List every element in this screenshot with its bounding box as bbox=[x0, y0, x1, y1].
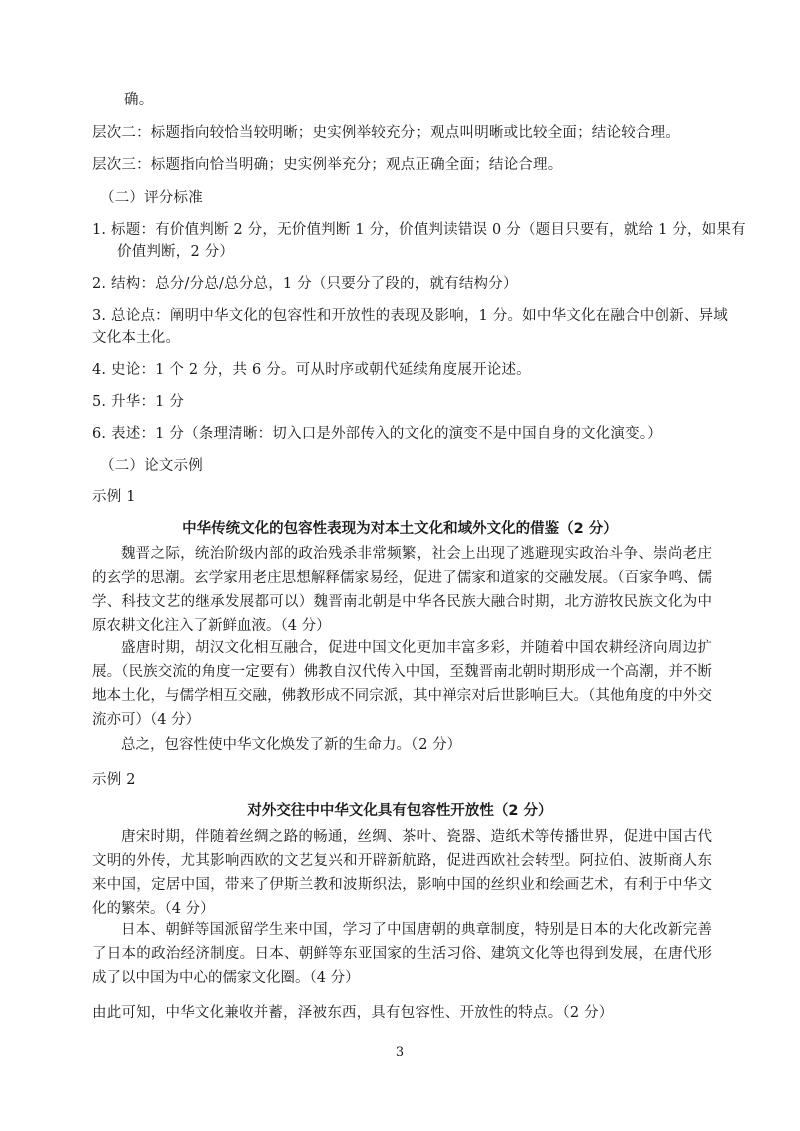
criterion-title-line1: 1. 标题：有价值判断 2 分，无价值判断 1 分，价值判读错误 0 分（题目只要有，就给 1 分，如果有 bbox=[92, 222, 746, 238]
level-three-criteria: 层次三：标题指向恰当明确；史实例举充分；观点正确全面；结论合理。 bbox=[92, 157, 563, 173]
example-2-conclusion: 由此可知，中华文化兼收并蓄，泽被东西，具有包容性、开放性的特点。（2 分） bbox=[92, 1005, 614, 1021]
example-2-paragraph-2: 日本、朝鲜等国派留学生来中国，学习了中国唐朝的典章制度，特别是日本的大化改新完善了日本的政治经济制度。日本、朝鲜等东亚国家的生活习俗、建筑文化等也得到发展，在唐代形成了以中国为中心的儒家文化圈。（4 分） bbox=[92, 922, 712, 986]
criterion-structure: 2. 结构：总分/分总/总分总，1 分（只要分了段的，就有结构分） bbox=[92, 276, 518, 292]
example-2-label: 示例 2 bbox=[92, 772, 136, 788]
criterion-thesis-line1: 3. 总论点：阐明中华文化的包容性和开放性的表现及影响，1 分。如中华文化在融合中创新、异域 bbox=[92, 308, 728, 324]
criterion-elevation: 5. 升华：1 分 bbox=[92, 394, 185, 410]
criterion-history: 4. 史论：1 个 2 分，共 6 分。可从时序或朝代延续角度展开论述。 bbox=[92, 362, 531, 378]
criterion-title-line2: 价值判断，2 分） bbox=[117, 244, 235, 260]
criterion-expression: 6. 表述：1 分（条理清晰：切入口是外部传入的文化的演变不是中国自身的文化演变。） bbox=[92, 426, 662, 442]
page-number: 3 bbox=[395, 1045, 405, 1060]
example-2-paragraph-1: 唐宋时期，伴随着丝绸之路的畅通，丝绸、茶叶、瓷器、造纸术等传播世界，促进中国古代文明的外传，尤其影响西欧的文艺复兴和开辟新航路，促进西欧社会转型。阿拉伯、波斯商人东来中国，定居中国，带来了伊斯兰教和波斯织法，影响中国的丝织业和绘画艺术，有利于中华文化的繁荣。（4 分） bbox=[92, 829, 712, 917]
example-1-paragraph-3: 总之，包容性使中华文化焕发了新的生命力。（2 分） bbox=[121, 737, 462, 753]
example-2-title: 对外交往中中华文化具有包容性开放性（2 分） bbox=[247, 803, 553, 819]
example-1-title: 中华传统文化的包容性表现为对本土文化和域外文化的借鉴（2 分） bbox=[182, 521, 618, 537]
essay-examples-heading: （二）论文示例 bbox=[100, 458, 203, 474]
example-1-paragraph-2: 盛唐时期，胡汉文化相互融合，促进中国文化更加丰富多彩，并随着中国农耕经济向周边扩展。（民族交流的角度一定要有）佛教自汉代传入中国，至魏晋南北朝时期形成一个高潮，并不断地本土化，与儒学相互交融，佛教形成不同宗派，其中禅宗对后世影响巨大。（其他角度的中外交流亦可）（4 分） bbox=[92, 640, 712, 728]
level-two-criteria: 层次二：标题指向较恰当较明晰；史实例举较充分；观点叫明晰或比较全面；结论较合理。 bbox=[92, 125, 680, 141]
example-1-label: 示例 1 bbox=[92, 489, 136, 505]
criterion-thesis-line2: 文化本土化。 bbox=[92, 330, 181, 346]
scoring-standard-heading: （二）评分标准 bbox=[100, 190, 203, 206]
continuation-line: 确。 bbox=[124, 92, 154, 108]
example-1-paragraph-1: 魏晋之际，统治阶级内部的政治残杀非常频繁，社会上出现了逃避现实政治斗争、崇尚老庄的玄学的思潮。玄学家用老庄思想解释儒家易经，促进了儒家和道家的交融发展。（百家争鸣、儒学、科技文艺的继承发展都可以）魏晋南北朝是中华各民族大融合时期，北方游牧民族文化为中原农耕文化注入了新鲜血液。（4 分） bbox=[92, 546, 712, 634]
